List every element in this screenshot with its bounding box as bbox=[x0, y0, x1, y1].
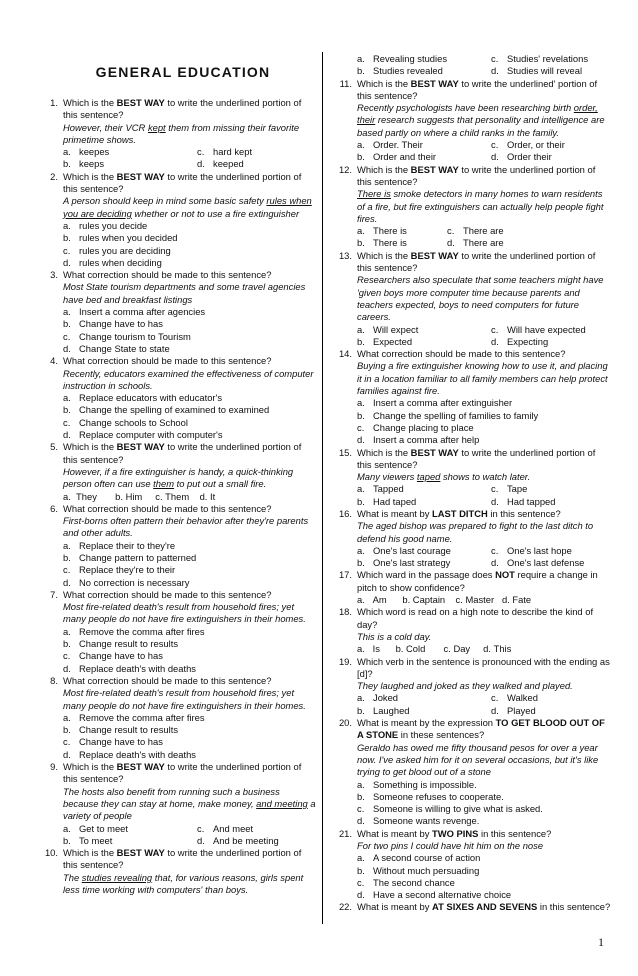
option-b: b. Laughed bbox=[357, 704, 410, 716]
question-sentence: For two pins I could have hit him on the nose bbox=[357, 840, 544, 851]
option-a: a. Insert a comma after extinguisher bbox=[357, 397, 513, 409]
right-column bbox=[330, 53, 612, 914]
question-stem: Which is the BEST WAY to write the underlined portion of this sentence? bbox=[357, 249, 596, 274]
question-sentence: They laughed and joked as they walked and played. bbox=[357, 680, 573, 692]
question-sentence: The hosts also benefit from running such a business because they can stay at home, make money, and meeting a variety of people bbox=[63, 785, 316, 822]
question-stem: Which ward in the passage does NOT require a change in pitch to show confidence? bbox=[357, 569, 598, 593]
question-stem: What is meant by AT SIXES AND SEVENS in this sentence? bbox=[357, 901, 611, 913]
answer-options bbox=[357, 483, 612, 508]
option-a: a. They bbox=[63, 490, 97, 502]
option-d: d. No correction is necessary bbox=[63, 576, 190, 588]
question-stem: What is meant by the expression TO GET BLOOD OUT OF A STONE in these sentences? bbox=[357, 717, 605, 741]
option-c: c. Studies' revelations bbox=[491, 53, 589, 64]
option-d: d. One's last defense bbox=[491, 557, 585, 569]
option-c: c. The second chance bbox=[357, 876, 455, 888]
option-d: d. This bbox=[483, 643, 512, 655]
option-d: d. Expecting bbox=[491, 335, 549, 347]
question-20 bbox=[330, 717, 612, 828]
option-b: b. Change have to has bbox=[63, 318, 163, 330]
option-a: a. Remove the comma after fires bbox=[63, 625, 205, 637]
question-18 bbox=[330, 606, 612, 655]
option-d: d. Replace computer with computer's bbox=[63, 429, 223, 441]
question-21 bbox=[330, 828, 612, 902]
question-number: 15. bbox=[338, 446, 352, 458]
question-sentence: Many viewers taped shows to watch later. bbox=[357, 471, 531, 483]
question-19 bbox=[330, 656, 612, 717]
question-11 bbox=[330, 78, 612, 164]
option-b: b. Studies revealed bbox=[357, 65, 443, 77]
question-stem: Which is the BEST WAY to write the underlined portion of this sentence? bbox=[63, 97, 302, 121]
question-4 bbox=[36, 355, 316, 441]
option-d: d. Change State to state bbox=[63, 342, 170, 354]
option-a: a. Is bbox=[357, 643, 380, 655]
option-d: d. keeped bbox=[197, 158, 244, 170]
question-number: 4. bbox=[50, 355, 58, 367]
question-14 bbox=[330, 348, 612, 446]
option-b: b. Without much persuading bbox=[357, 864, 480, 876]
question-number: 20. bbox=[338, 717, 352, 729]
question-number: 3. bbox=[50, 269, 58, 281]
option-c: c. Order, or their bbox=[491, 139, 565, 151]
option-c: c. Change have to has bbox=[63, 736, 163, 748]
option-d: d. Replace death's with deaths bbox=[63, 748, 196, 760]
option-a: a. rules you decide bbox=[63, 219, 148, 231]
question-sentence: Researchers also speculate that some teachers might have 'given boys more computer time because parents and teachers expected, boys to need computers for future careers. bbox=[357, 274, 604, 323]
question-stem: Which is the BEST WAY to write the underlined' portion of this sentence? bbox=[357, 77, 598, 101]
question-sentence: Buying a fire extinguisher knowing how to use it, and placing it in a location familiar to all family members can help protect families against fire. bbox=[357, 360, 608, 397]
question-number: 22. bbox=[338, 901, 352, 913]
question-sentence: Most State tourism departments and some travel agencies have bed and breakfast listings bbox=[63, 281, 306, 305]
option-c: c. Walked bbox=[491, 692, 538, 704]
option-b: b. Him bbox=[115, 490, 143, 502]
option-a: a. Joked bbox=[357, 692, 399, 704]
question-stem: What correction should be made to this sentence? bbox=[63, 588, 272, 600]
question-22 bbox=[330, 901, 612, 913]
option-d: d. Have a second alternative choice bbox=[357, 889, 512, 901]
question-13 bbox=[330, 250, 612, 348]
answer-options bbox=[357, 53, 612, 78]
option-b: b. One's last strategy bbox=[357, 557, 451, 569]
question-stem: Which is the BEST WAY to write the underlined portion of this sentence? bbox=[63, 170, 302, 195]
option-c: c. Change schools to School bbox=[63, 416, 188, 428]
option-c: c. Change tourism to Tourism bbox=[63, 330, 191, 342]
question-stem: What correction should be made to this sentence? bbox=[63, 355, 272, 367]
question-number: 8. bbox=[50, 674, 58, 686]
question-3 bbox=[36, 269, 316, 355]
option-a: a. There is bbox=[357, 225, 407, 237]
option-a: a. Something is impossible. bbox=[357, 778, 477, 790]
question-number: 19. bbox=[338, 655, 352, 667]
question-stem: Which verb in the sentence is pronounced with the ending as [d]? bbox=[357, 655, 610, 679]
question-stem: Which is the BEST WAY to write the underlined portion of this sentence? bbox=[63, 761, 302, 785]
question-16 bbox=[330, 508, 612, 569]
question-stem: Which is the BEST WAY to write the underlined portion of this sentence? bbox=[357, 163, 596, 187]
option-d: d. Someone wants revenge. bbox=[357, 815, 480, 827]
option-b: b. To meet bbox=[63, 834, 113, 846]
page-number: 1 bbox=[598, 935, 604, 949]
question-stem: Which word is read on a high note to describe the kind of day? bbox=[357, 606, 594, 630]
question-number: 16. bbox=[338, 507, 352, 519]
option-a: a. A second course of action bbox=[357, 852, 481, 864]
option-b: b. Change the spelling of examined to examined bbox=[63, 404, 270, 416]
question-sentence: First-borns often pattern their behavior after they're parents and other adults. bbox=[63, 515, 309, 539]
question-sentence: The studies revealing that, for various reasons, girls spent less time working with computers' than boys. bbox=[63, 871, 304, 895]
question-number: 11. bbox=[339, 77, 352, 89]
question-stem: Which is the BEST WAY to write the underlined portion of this sentence? bbox=[357, 446, 596, 470]
option-a: a. keepes bbox=[63, 146, 110, 158]
option-d: d. Studies will reveal bbox=[491, 65, 583, 77]
question-8 bbox=[36, 675, 316, 761]
option-c: c. rules you are deciding bbox=[63, 244, 171, 256]
question-number: 18. bbox=[338, 606, 352, 618]
option-b: b. Order and their bbox=[357, 151, 437, 163]
question-number: 10. bbox=[44, 847, 58, 859]
option-d: d. Order their bbox=[491, 151, 552, 163]
option-b: b. keeps bbox=[63, 158, 105, 170]
option-c: c. One's last hope bbox=[491, 544, 572, 556]
question-number: 1. bbox=[50, 97, 58, 108]
option-d: d. Played bbox=[491, 704, 536, 716]
question-stem: Which is the BEST WAY to write the underlined portion of this sentence? bbox=[63, 847, 302, 871]
option-c: c. And meet bbox=[197, 822, 254, 834]
question-stem: What correction should be made to this sentence? bbox=[63, 674, 272, 686]
question-stem: What is meant by LAST DITCH in this sentence? bbox=[357, 507, 561, 519]
question-1 bbox=[36, 97, 316, 171]
option-a: a. Revealing studies bbox=[357, 53, 448, 64]
option-d: d. Had tapped bbox=[491, 495, 556, 507]
answer-options bbox=[63, 491, 316, 503]
option-b: b. Captain bbox=[402, 594, 446, 606]
option-c: c. hard kept bbox=[197, 146, 253, 158]
question-stem: Which is the BEST WAY to write the underlined portion of this sentence? bbox=[63, 441, 302, 465]
question-number: 7. bbox=[50, 588, 58, 600]
question-10 bbox=[36, 847, 316, 896]
option-c: c. Will have expected bbox=[491, 323, 586, 335]
question-stem: What is meant by TWO PINS in this sentence? bbox=[357, 827, 552, 839]
question-sentence: Recently psychologists have been researching birth order, their research suggests that personality and intelligence are based partly on where a child ranks in the family. bbox=[357, 102, 605, 138]
option-b: b. Cold bbox=[395, 643, 426, 655]
question-sentence: There is smoke detectors in many homes to warn residents of a fire, but fire extinguishers can actually help people fight fires. bbox=[357, 188, 604, 224]
question-number: 12. bbox=[338, 163, 352, 175]
question-sentence: This is a cold day. bbox=[357, 630, 432, 642]
question-number: 13. bbox=[338, 249, 352, 261]
option-a: a. Insert a comma after agencies bbox=[63, 306, 206, 318]
option-a: a. Replace their to they're bbox=[63, 539, 176, 551]
question-sentence: Recently, educators examined the effectiveness of computer instruction in schools. bbox=[63, 367, 314, 391]
answer-options bbox=[357, 139, 612, 164]
question-number: 17. bbox=[338, 569, 352, 581]
option-b: b. Expected bbox=[357, 335, 413, 347]
option-d: d. rules when deciding bbox=[63, 256, 162, 268]
question-sentence: However, if a fire extinguisher is handy, a quick-thinking person often can use them to put out a small fire. bbox=[63, 465, 294, 490]
question-stem: What correction should be made to this sentence? bbox=[63, 502, 272, 514]
option-a: a. Am bbox=[357, 594, 387, 606]
option-d: d. There are bbox=[447, 237, 504, 249]
question-sentence: The aged bishop was prepared to fight to the last ditch to defend his good name. bbox=[357, 520, 594, 544]
question-12 bbox=[330, 164, 612, 250]
answer-options bbox=[63, 146, 316, 171]
option-c: c. There are bbox=[447, 225, 504, 237]
answer-options bbox=[357, 225, 612, 250]
answer-options bbox=[357, 545, 612, 570]
option-d: d. Insert a comma after help bbox=[357, 434, 480, 446]
question-10-options bbox=[330, 53, 612, 78]
question-stem: What correction should be made to this sentence? bbox=[357, 348, 566, 360]
question-sentence: However, their VCR kept them from missing their favorite primetime shows. bbox=[63, 121, 300, 145]
question-sentence: Geraldo has owed me fifty thousand pesos for over a year now. I've asked him for it on several occasions, but it's like trying to get blood out of a stone bbox=[357, 741, 599, 778]
left-column bbox=[36, 0, 316, 896]
question-number: 14. bbox=[338, 348, 352, 360]
option-d: d. Replace death's with deaths bbox=[63, 662, 196, 674]
option-a: a. Get to meet bbox=[63, 822, 128, 834]
option-d: d. It bbox=[199, 490, 216, 502]
option-a: a. Replace educators with educator's bbox=[63, 392, 223, 404]
question-sentence: A person should keep in mind some basic safety rules when you are deciding whether or not to use a fire extinguisher bbox=[63, 195, 312, 219]
option-b: b. Change the spelling of families to family bbox=[357, 409, 539, 421]
option-b: b. rules when you decided bbox=[63, 232, 178, 244]
option-c: c. Change placing to place bbox=[357, 421, 474, 433]
option-a: a. Remove the comma after fires bbox=[63, 711, 205, 723]
answer-options bbox=[357, 692, 612, 717]
option-a: a. One's last courage bbox=[357, 544, 451, 556]
option-c: c. Change have to has bbox=[63, 650, 163, 662]
option-c: c. Day bbox=[443, 643, 471, 655]
option-c: c. Someone is willing to give what is asked. bbox=[357, 803, 543, 815]
question-9 bbox=[36, 761, 316, 847]
option-a: a. Order. Their bbox=[357, 139, 423, 151]
option-a: a. Tapped bbox=[357, 483, 404, 495]
answer-options bbox=[63, 823, 316, 848]
option-d: d. Fate bbox=[501, 594, 532, 606]
option-b: b. Change result to results bbox=[63, 638, 179, 650]
option-b: b. Change pattern to patterned bbox=[63, 551, 197, 563]
document-title: GENERAL EDUCATION bbox=[95, 64, 271, 80]
question-number: 6. bbox=[50, 502, 58, 514]
option-d: d. And be meeting bbox=[197, 834, 279, 846]
option-a: a. Will expect bbox=[357, 323, 419, 335]
question-5 bbox=[36, 441, 316, 502]
option-b: b. Change result to results bbox=[63, 724, 179, 736]
question-6 bbox=[36, 503, 316, 589]
question-2 bbox=[36, 171, 316, 269]
question-number: 2. bbox=[50, 170, 58, 182]
question-number: 21. bbox=[338, 827, 352, 839]
question-15 bbox=[330, 447, 612, 508]
answer-options bbox=[357, 594, 612, 606]
question-sentence: Most fire-related death's result from household fires; yet many people do not have fire extinguishers in their homes. bbox=[63, 601, 306, 625]
column-divider bbox=[322, 52, 323, 924]
option-c: c. Them bbox=[155, 490, 190, 502]
question-stem: What correction should be made to this sentence? bbox=[63, 269, 272, 281]
option-b: b. Had taped bbox=[357, 495, 417, 507]
question-number: 5. bbox=[50, 441, 58, 453]
option-b: b. Someone refuses to cooperate. bbox=[357, 790, 504, 802]
question-7 bbox=[36, 589, 316, 675]
option-b: b. There is bbox=[357, 237, 407, 249]
option-c: c. Master bbox=[455, 594, 495, 606]
answer-options bbox=[357, 324, 612, 349]
question-sentence: Most fire-related death's result from household fires; yet many people do not have fire extinguishers in their homes. bbox=[63, 687, 306, 711]
answer-options bbox=[357, 643, 612, 655]
question-17 bbox=[330, 569, 612, 606]
question-number: 9. bbox=[50, 761, 58, 773]
option-c: c. Replace they're to their bbox=[63, 564, 176, 576]
option-c: c. Tape bbox=[491, 483, 528, 495]
